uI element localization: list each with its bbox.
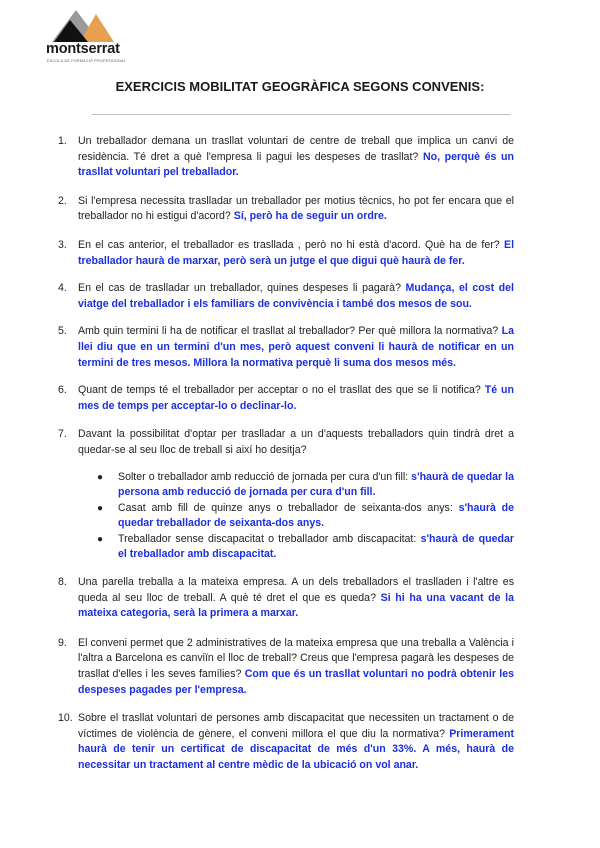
question-text: Si l'empresa necessita traslladar un treballador per motius tècnics, ho pot fer encara que el treballador no hi estigui d'acord? — [78, 194, 514, 223]
answer-text: s'haurà de quedar treballador de seixanta-dos anys. — [118, 501, 514, 530]
question-text: Davant la possibilitat d'optar per traslladar a un d'aquests treballadors quin tindrà dret a quedar-se al seu lloc de treball si així ho desitja? — [78, 428, 514, 456]
question-number: 5. — [58, 325, 67, 338]
question-number: 1. — [58, 135, 67, 147]
brand-logo — [44, 10, 134, 63]
question-item — [58, 575, 514, 622]
question-text: En el cas de traslladar un treballador, quines despeses li pagarà? — [78, 282, 401, 295]
question-number: 2. — [58, 194, 67, 207]
logo-mark-icon — [52, 10, 114, 42]
question-list — [58, 134, 514, 774]
question-item — [58, 383, 514, 414]
answer-text: Com que és un trasllat voluntari no podrà obtenir les despeses pagades per l'empresa. — [78, 668, 514, 696]
bullet-icon: ● — [97, 471, 104, 483]
question-number: 7. — [58, 428, 67, 441]
option-text: Treballador sense discapacitat o treballador amb discapacitat: — [118, 532, 417, 545]
option-item — [78, 501, 514, 532]
question-number: 10. — [58, 712, 73, 725]
option-text: Casat amb fill de quinze anys o treballador de seixanta-dos anys: — [118, 501, 453, 514]
brand-name: montserrat — [46, 41, 120, 57]
question-item — [58, 636, 514, 698]
question-item — [58, 324, 514, 371]
question-item — [58, 427, 514, 563]
answer-text: Si hi ha una vacant de la mateixa categoria, serà la primera a marxar. — [78, 591, 514, 620]
bullet-icon: ● — [97, 502, 104, 514]
question-number: 6. — [58, 384, 67, 397]
question-number: 3. — [58, 238, 67, 251]
answer-text: Mudança, el cost del viatge del treballador i els familiars de convivència i també dos mesos de sou. — [78, 282, 514, 310]
answer-text: No, perquè és un trasllat voluntari pel treballador. — [78, 150, 514, 179]
answer-text: Primerament haurà de tenir un certificat de discapacitat de més d'un 33%. A més, haurà de necessitar un tractament al centre mèdic de la ubicació on vol anar. — [78, 727, 514, 771]
title-divider — [92, 114, 510, 115]
question-text: Quant de temps té el treballador per acceptar o no el trasllat des que se li notifica? — [78, 384, 481, 397]
question-text: Sobre el trasllat voluntari de persones amb discapacitat que necessiten un tractament o de víctimes de violència de gènere, el conveni millora el que diu la normativa? — [78, 712, 514, 740]
question-text: El conveni permet que 2 administratives de la mateixa empresa que una treballa a València i l'altra a Barcelona es canviïn el lloc de treball? Creus que l'empresa pagarà les despeses de trasllat d'elles i les seves famílies? — [78, 636, 514, 681]
question-text: En el cas anterior, el treballador es trasllada , però no hi està d'acord. Què ha de fer? — [78, 238, 500, 251]
question-item — [58, 194, 514, 225]
option-item — [78, 532, 514, 563]
question-item — [58, 134, 514, 181]
question-item — [58, 711, 514, 773]
answer-text: s'haurà de quedar la persona amb reducció de jornada per cura d'un fill. — [118, 470, 514, 499]
answer-text: s'haurà de quedar el treballador amb discapacitat. — [118, 532, 514, 561]
question-text: Una parella treballa a la mateixa empresa. A un dels treballadors el traslladen i l'altre es queda al seu lloc de treball. A què té dret el que es queda? — [78, 576, 514, 604]
question-number: 4. — [58, 282, 67, 295]
question-item — [58, 281, 514, 312]
question-item — [58, 238, 514, 269]
answer-text: Té un mes de temps per acceptar-lo o declinar-lo. — [78, 384, 514, 412]
answer-text: Sí, però ha de seguir un ordre. — [233, 210, 387, 223]
question-text: Amb quin termini li ha de notificar el trasllat al treballador? Per què millora la normativa? — [78, 325, 499, 338]
question-number: 9. — [58, 636, 67, 649]
option-item — [78, 470, 514, 501]
answer-text: La llei diu que en un termini d'un mes, però aquest conveni li haurà de notificar en un termini de tres mesos. Millora la normativa perquè li suma dos mesos més. — [78, 325, 514, 369]
brand-tagline: ESCOLA DE FORMACIÓ PROFESSIONAL — [47, 59, 126, 63]
page-title: EXERCICIS MOBILITAT GEOGRÀFICA SEGONS CONVENIS: — [115, 79, 485, 94]
option-list — [78, 470, 514, 564]
question-number: 8. — [58, 576, 67, 589]
option-text: Solter o treballador amb reducció de jornada per cura d'un fill: — [118, 470, 409, 483]
bullet-icon: ● — [97, 533, 104, 545]
question-text: Un treballador demana un trasllat voluntari de centre de treball que implica un canvi de residència. Té dret a què l'empresa li pagui les despeses de trasllat? — [78, 135, 514, 163]
answer-text: El treballador haurà de marxar, però serà un jutge el que digui què haurà de fer. — [78, 238, 515, 267]
